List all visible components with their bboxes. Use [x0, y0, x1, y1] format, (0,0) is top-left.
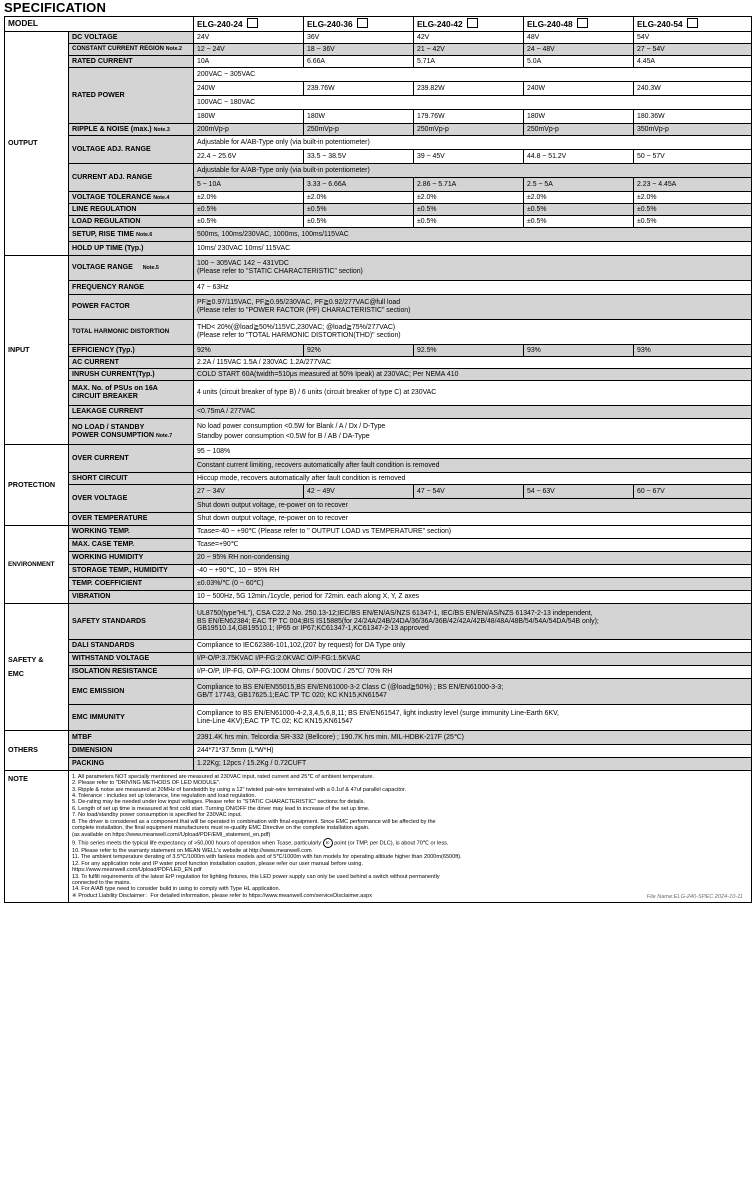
- rated-power-range-low: 100VAC ~ 180VAC: [194, 96, 752, 110]
- no-load-note: Note.7: [155, 432, 173, 439]
- temp-coefficient-value: ±0.03%/℃ (0 ~ 60℃): [194, 578, 752, 591]
- hold-up-value: 10ms/ 230VAC 10ms/ 115VAC: [194, 242, 752, 256]
- emc-emission-value: [194, 679, 752, 705]
- spec-sheet: [4, 0, 751, 1182]
- over-temp-label: OVER TEMPERATURE: [69, 513, 194, 526]
- cc-region-value: 12 ~ 24V: [194, 44, 304, 56]
- note-line: 11. The ambient temperature derating of 3.5℃/1000m with fanless models and of 5℃/1000m with fan models for operating altitude higher than 2000m(6500ft).: [72, 854, 462, 861]
- rated-power-value: 239.82W: [414, 82, 524, 96]
- rated-power-value: 240W: [524, 82, 634, 96]
- note-text: point (or TMP, per DLC), is about 70℃ or less.: [334, 840, 449, 847]
- notes-block: [69, 771, 752, 903]
- model-name: ELG-240-54: [637, 19, 683, 30]
- setup-rise-note: Note.6: [136, 231, 153, 238]
- rated-current-value: 5.0A: [524, 56, 634, 68]
- model-cell[interactable]: [524, 17, 634, 32]
- checkbox-icon[interactable]: [687, 18, 698, 28]
- over-voltage-label: OVER VOLTAGE: [69, 485, 194, 513]
- inrush-label: INRUSH CURRENT(Typ.): [69, 369, 194, 381]
- voltage-tolerance-value: ±2.0%: [304, 192, 414, 204]
- rated-current-value: 5.71A: [414, 56, 524, 68]
- current-adj-value: 2.5 ~ 5A: [524, 178, 634, 192]
- line-regulation-value: ±0.5%: [634, 204, 752, 216]
- ripple-label: [69, 124, 194, 136]
- ripple-value: 200mVp-p: [194, 124, 304, 136]
- model-name: ELG-240-36: [307, 19, 353, 30]
- max-psu-label-line: MAX. No. of PSUs on 16A: [72, 384, 158, 393]
- load-regulation-value: ±0.5%: [304, 216, 414, 228]
- setup-rise-value: 500ms, 100ms/230VAC, 1000ms, 100ms/115VAC: [194, 228, 752, 242]
- line-regulation-label: LINE REGULATION: [69, 204, 194, 216]
- voltage-tolerance-label: [69, 192, 194, 204]
- over-voltage-value: 27 ~ 34V: [194, 485, 304, 499]
- note-line: 12. For any application note and IP water proof function installation caution, please refer our user manual before using.: [72, 860, 363, 867]
- note-line: 13. To fulfill requirements of the latest ErP regulation for lighting fixtures, this LED power supply can only be used behind a switch without permanently: [72, 873, 440, 880]
- thd-value: [194, 320, 752, 345]
- emc-immunity-label: EMC IMMUNITY: [69, 705, 194, 731]
- ripple-note: Note.3: [153, 126, 170, 133]
- line-regulation-value: ±0.5%: [194, 204, 304, 216]
- rated-power-value: 179.76W: [414, 110, 524, 124]
- power-factor-label: POWER FACTOR: [69, 295, 194, 320]
- model-name: ELG-240-48: [527, 19, 573, 30]
- group-note: NOTE: [5, 771, 69, 903]
- model-label: MODEL: [5, 17, 194, 32]
- no-load-label-line2: [72, 432, 190, 440]
- note-line: 5. De-rating may be needed under low input voltages. Please refer to "STATIC CHARACTERISTIC" sections for details.: [72, 799, 365, 806]
- rated-power-value: 180W: [194, 110, 304, 124]
- voltage-range-note: Note.5: [142, 265, 159, 272]
- mtbf-label: MTBF: [69, 731, 194, 745]
- emc-immunity-value: [194, 705, 752, 731]
- efficiency-value: 93%: [634, 345, 752, 357]
- voltage-adj-desc: Adjustable for A/AB-Type only (via built-in potentiometer): [194, 136, 752, 150]
- voltage-range-value: [194, 256, 752, 281]
- no-load-label-text: POWER CONSUMPTION: [72, 430, 154, 439]
- rated-power-value: 240.3W: [634, 82, 752, 96]
- no-load-label-line: NO LOAD / STANDBY: [72, 422, 145, 431]
- model-cell[interactable]: [304, 17, 414, 32]
- note-line: 4. Tolerance : includes set up tolerance, line regulation and load regulation.: [72, 792, 256, 799]
- rated-power-value: 239.76W: [304, 82, 414, 96]
- efficiency-value: 92%: [304, 345, 414, 357]
- checkbox-icon[interactable]: [247, 18, 258, 28]
- isolation-resistance-value: I/P-O/P, I/P-FG, O/P-FG:100M Ohms / 500VDC / 25℃/ 70% RH: [194, 666, 752, 679]
- voltage-adj-value: 33.5 ~ 38.5V: [304, 150, 414, 164]
- safety-standards-line: UL8750(type"HL"), CSA C22.2 No. 250.13-12;IEC/BS EN/EN/AS/NZS 61347-1, IEC/BS EN/EN/AS/NZS 61347-2-13 independent,: [197, 609, 593, 617]
- note-line: 1. All parameters NOT specially mentioned are measured at 230VAC input, rated current and 25℃ of ambient temperature.: [72, 773, 375, 780]
- note-text: 9. This series meets the typical life expectancy of >50,000 hours of operation when Tcase, particularly: [72, 840, 322, 847]
- note-line: connected to the mains.: [72, 880, 131, 887]
- ripple-value: 350mVp-p: [634, 124, 752, 136]
- setup-rise-label: [69, 228, 194, 242]
- tc-point-icon: tc: [323, 838, 333, 848]
- over-voltage-value: 54 ~ 63V: [524, 485, 634, 499]
- voltage-tolerance-note: Note.4: [153, 194, 170, 201]
- cc-region-value: 27 ~ 54V: [634, 44, 752, 56]
- working-temp-label: WORKING TEMP.: [69, 526, 194, 539]
- group-safety-emc: [5, 604, 69, 731]
- ripple-value: 250mVp-p: [304, 124, 414, 136]
- dc-voltage-value: 54V: [634, 32, 752, 44]
- group-input: INPUT: [5, 256, 69, 445]
- dc-voltage-value: 24V: [194, 32, 304, 44]
- safety-standards-line: GB19510.14,GB19510.1; IP65 or IP67;KC61347-1,KC61347-2-13 approved: [197, 625, 429, 633]
- load-regulation-label: LOAD REGULATION: [69, 216, 194, 228]
- max-psu-value: 4 units (circuit breaker of type B) / 6 units (circuit breaker of type C) at 230VAC: [194, 381, 752, 406]
- max-psu-label: [69, 381, 194, 406]
- hold-up-label: HOLD UP TIME (Typ.): [69, 242, 194, 256]
- vibration-value: 10 ~ 500Hz, 5G 12min./1cycle, period for 72min. each along X, Y, Z axes: [194, 591, 752, 604]
- ripple-value: 250mVp-p: [524, 124, 634, 136]
- voltage-tolerance-label-text: VOLTAGE TOLERANCE: [72, 192, 152, 201]
- power-factor-line: (Please refer to "POWER FACTOR (PF) CHARACTERISTIC" section): [197, 307, 411, 314]
- voltage-adj-value: 39 ~ 45V: [414, 150, 524, 164]
- model-cell[interactable]: [634, 17, 752, 32]
- dc-voltage-value: 36V: [304, 32, 414, 44]
- safety-standards-label: SAFETY STANDARDS: [69, 604, 194, 640]
- packing-label: PACKING: [69, 758, 194, 771]
- voltage-range-line: (Please refer to "STATIC CHARACTERISTIC" section): [197, 268, 363, 275]
- dc-voltage-label: DC VOLTAGE: [69, 32, 194, 44]
- group-environment: ENVIRONMENT: [5, 526, 69, 604]
- checkbox-icon[interactable]: [577, 18, 588, 28]
- emc-immunity-line: Compliance to BS EN/EN61000-4-2,3,4,5,6,8,11; BS EN/EN61547, light industry level (surge immunity Line-Earth 6KV,: [197, 709, 559, 717]
- current-adj-label: CURRENT ADJ. RANGE: [69, 164, 194, 192]
- leakage-value: <0.75mA / 277VAC: [194, 406, 752, 419]
- voltage-adj-value: 22.4 ~ 25.6V: [194, 150, 304, 164]
- current-adj-value: 2.23 ~ 4.45A: [634, 178, 752, 192]
- working-humidity-label: WORKING HUMIDITY: [69, 552, 194, 565]
- emc-emission-line: Compliance to BS EN/EN55015,BS EN/EN61000-3-2 Class C (@load≧50%) ; BS EN/EN61000-3-3;: [197, 683, 504, 691]
- power-factor-line: PF≧0.97/115VAC, PF≧0.95/230VAC, PF≧0.92/277VAC@full load: [197, 299, 401, 307]
- safety-standards-line: BS EN/EN62384; EAC TP TC 004;BIS IS15885(for 24/24A/24B/24DA/36/36A/36B/42/42A/42B/48/48A/48B/54/54A/54DA/54B only);: [197, 617, 599, 625]
- max-psu-label-line: CIRCUIT BREAKER: [72, 392, 138, 400]
- voltage-tolerance-value: ±2.0%: [524, 192, 634, 204]
- thd-line: (Please refer to "TOTAL HARMONIC DISTORTION(THD)" section): [197, 332, 401, 339]
- over-voltage-value: 60 ~ 67V: [634, 485, 752, 499]
- storage-temp-label: STORAGE TEMP., HUMIDITY: [69, 565, 194, 578]
- load-regulation-value: ±0.5%: [634, 216, 752, 228]
- group-safety-line: EMC: [8, 669, 24, 678]
- ac-current-label: AC CURRENT: [69, 357, 194, 369]
- cc-region-value: 21 ~ 42V: [414, 44, 524, 56]
- model-name: ELG-240-24: [197, 19, 243, 30]
- note-line: 8. The driver is considered as a component that will be operated in combination with final equipment. Since EMC performance will be affected by the: [72, 818, 436, 825]
- group-output: OUTPUT: [5, 32, 69, 256]
- vibration-label: VIBRATION: [69, 591, 194, 604]
- no-load-label: [69, 419, 194, 445]
- withstand-voltage-value: I/P-O/P:3.75KVAC I/P-FG:2.0KVAC O/P-FG:1.5KVAC: [194, 653, 752, 666]
- frequency-range-label: FREQUENCY RANGE: [69, 281, 194, 295]
- voltage-range-line: 100 ~ 305VAC 142 ~ 431VDC: [197, 260, 289, 268]
- page-title: SPECIFICATION: [4, 0, 107, 15]
- ac-current-value: 2.2A / 115VAC 1.5A / 230VAC 1.2A/277VAC: [194, 357, 752, 369]
- inrush-value: COLD START 60A(twidth=510μs measured at 50% Ipeak) at 230VAC; Per NEMA 410: [194, 369, 752, 381]
- load-regulation-value: ±0.5%: [414, 216, 524, 228]
- line-regulation-value: ±0.5%: [414, 204, 524, 216]
- max-case-temp-value: Tcase=+90℃: [194, 539, 752, 552]
- withstand-voltage-label: WITHSTAND VOLTAGE: [69, 653, 194, 666]
- short-circuit-label: SHORT CIRCUIT: [69, 473, 194, 485]
- group-protection: PROTECTION: [5, 445, 69, 526]
- max-case-temp-label: MAX. CASE TEMP.: [69, 539, 194, 552]
- voltage-range-label-text: VOLTAGE RANGE: [72, 263, 133, 272]
- spec-table: [4, 16, 752, 903]
- over-current-desc: Constant current limiting, recovers automatically after fault condition is removed: [194, 459, 752, 473]
- note-line: 7. No load/standby power consumption is specified for 230VAC input.: [72, 812, 242, 819]
- note-line: 2. Please refer to "DRIVING METHODS OF LED MODULE".: [72, 780, 221, 787]
- note-line: 14. For A/AB type need to consider build in using to comply with Type HL application.: [72, 886, 281, 893]
- voltage-tolerance-value: ±2.0%: [194, 192, 304, 204]
- checkbox-icon[interactable]: [467, 18, 478, 28]
- dimension-value: 244*71*37.5mm (L*W*H): [194, 745, 752, 758]
- line-regulation-value: ±0.5%: [524, 204, 634, 216]
- working-humidity-value: 20 ~ 95% RH non-condensing: [194, 552, 752, 565]
- file-name: File Name:ELG-240-SPEC 2024-10-11: [646, 893, 743, 900]
- load-regulation-value: ±0.5%: [524, 216, 634, 228]
- voltage-adj-label: VOLTAGE ADJ. RANGE: [69, 136, 194, 164]
- packing-value: 1.22Kg; 12pcs / 15.2Kg / 0.72CUFT: [194, 758, 752, 771]
- voltage-tolerance-value: ±2.0%: [634, 192, 752, 204]
- storage-temp-value: -40 ~ +90℃, 10 ~ 95% RH: [194, 565, 752, 578]
- note-line: https://www.meanwell.com/Upload/PDF/LED_EN.pdf: [72, 867, 202, 874]
- over-current-value: 95 ~ 108%: [194, 445, 752, 459]
- rated-power-value: 240W: [194, 82, 304, 96]
- emc-emission-label: EMC EMISSION: [69, 679, 194, 705]
- model-row: [5, 17, 752, 32]
- rated-power-value: 180W: [304, 110, 414, 124]
- line-regulation-value: ±0.5%: [304, 204, 414, 216]
- rated-current-value: 6.66A: [304, 56, 414, 68]
- checkbox-icon[interactable]: [357, 18, 368, 28]
- rated-power-value: 180.36W: [634, 110, 752, 124]
- cc-region-value: 24 ~ 48V: [524, 44, 634, 56]
- voltage-range-label: [69, 256, 194, 281]
- efficiency-label: EFFICIENCY (Typ.): [69, 345, 194, 357]
- rated-power-range-high: 200VAC ~ 305VAC: [194, 68, 752, 82]
- efficiency-value: 92%: [194, 345, 304, 357]
- rated-power-value: 180W: [524, 110, 634, 124]
- group-safety-line: SAFETY &: [8, 654, 44, 664]
- model-cell[interactable]: [414, 17, 524, 32]
- dali-standards-value: Compliance to IEC62386-101,102,(207 by request) for DA Type only: [194, 640, 752, 653]
- no-load-line: No load power consumption <0.5W for Blank / A / Dx / D-Type: [197, 422, 386, 430]
- efficiency-value: 92.5%: [414, 345, 524, 357]
- ripple-label-text: RIPPLE & NOISE (max.): [72, 124, 152, 133]
- dc-voltage-value: 48V: [524, 32, 634, 44]
- over-voltage-value: 42 ~ 49V: [304, 485, 414, 499]
- power-factor-value: [194, 295, 752, 320]
- disclaimer-line: ※ Product Liability Disclaimer：For detailed information, please refer to https://www.meanwell.com/serviceDisclaimer.aspx: [72, 892, 372, 899]
- working-temp-value: Tcase=-40 ~ +90℃ (Please refer to " OUTPUT LOAD vs TEMPERATURE" section): [194, 526, 752, 539]
- over-voltage-desc: Shut down output voltage, re-power on to recover: [194, 499, 752, 513]
- mtbf-value: 2391.4K hrs min. Telcordia SR-332 (Bellcore) ; 190.7K hrs min. MIL-HDBK-217F (25℃): [194, 731, 752, 745]
- note-line: 3. Ripple & noise are measured at 20MHz of bandwidth by using a 12" twisted pair-wire terminated with a 0.1uf & 47uf parallel capacitor.: [72, 786, 407, 793]
- frequency-range-value: 47 ~ 63Hz: [194, 281, 752, 295]
- model-name: ELG-240-42: [417, 19, 463, 30]
- rated-current-label: RATED CURRENT: [69, 56, 194, 68]
- safety-standards-value: [194, 604, 752, 640]
- note-line: (as available on https://www.meanwell.com//Upload/PDF/EMI_statement_en.pdf): [72, 831, 271, 838]
- over-current-label: OVER CURRENT: [69, 445, 194, 473]
- current-adj-desc: Adjustable for A/AB-Type only (via built-in potentiometer): [194, 164, 752, 178]
- rated-power-label: RATED POWER: [69, 68, 194, 124]
- rated-current-value: 4.45A: [634, 56, 752, 68]
- no-load-line: Standby power consumption <0.5W for B / AB / DA-Type: [197, 432, 370, 440]
- rated-current-value: 10A: [194, 56, 304, 68]
- model-cell[interactable]: [194, 17, 304, 32]
- setup-rise-label-text: SETUP, RISE TIME: [72, 229, 135, 238]
- cc-region-label: [69, 44, 194, 56]
- note-line: 6. Length of set up time is measured at first cold start. Turning ON/OFF the driver may lead to increase of the set up time.: [72, 805, 370, 812]
- voltage-adj-value: 50 ~ 57V: [634, 150, 752, 164]
- current-adj-value: 2.86 ~ 5.71A: [414, 178, 524, 192]
- over-temp-value: Shut down output voltage, re-power on to recover: [194, 513, 752, 526]
- current-adj-value: 3.33 ~ 6.66A: [304, 178, 414, 192]
- note-line: 10. Please refer to the warranty statement on MEAN WELL's website at http://www.meanwell.com: [72, 847, 312, 854]
- note-line: complete installation, the final equipment manufacturers must re-qualify EMC Directive on the complete installation again.: [72, 825, 370, 832]
- voltage-adj-value: 44.8 ~ 51.2V: [524, 150, 634, 164]
- note-line: [72, 838, 748, 848]
- over-voltage-value: 47 ~ 54V: [414, 485, 524, 499]
- load-regulation-value: ±0.5%: [194, 216, 304, 228]
- current-adj-value: 5 ~ 10A: [194, 178, 304, 192]
- thd-line: THD< 20%(@load≧50%/115VC,230VAC; @load≧75%/277VAC): [197, 324, 396, 332]
- emc-immunity-line: Line-Line 4KV);EAC TP TC 02; KC KN15,KN61547: [197, 717, 353, 725]
- cc-region-value: 18 ~ 36V: [304, 44, 414, 56]
- dc-voltage-value: 42V: [414, 32, 524, 44]
- cc-region-label-text: CONSTANT CURRENT REGION: [72, 45, 165, 53]
- ripple-value: 250mVp-p: [414, 124, 524, 136]
- short-circuit-value: Hiccup mode, recovers automatically after fault condition is removed: [194, 473, 752, 485]
- cc-region-note: Note.2: [165, 46, 182, 53]
- temp-coefficient-label: TEMP. COEFFICIENT: [69, 578, 194, 591]
- leakage-label: LEAKAGE CURRENT: [69, 406, 194, 419]
- emc-emission-line: GB/T 17743, GB17625.1;EAC TP TC 020; KC KN15,KN61547: [197, 691, 387, 699]
- voltage-tolerance-value: ±2.0%: [414, 192, 524, 204]
- thd-label: TOTAL HARMONIC DISTORTION: [69, 320, 194, 345]
- group-others: OTHERS: [5, 731, 69, 771]
- isolation-resistance-label: ISOLATION RESISTANCE: [69, 666, 194, 679]
- no-load-value: [194, 419, 752, 445]
- dali-standards-label: DALI STANDARDS: [69, 640, 194, 653]
- dimension-label: DIMENSION: [69, 745, 194, 758]
- efficiency-value: 93%: [524, 345, 634, 357]
